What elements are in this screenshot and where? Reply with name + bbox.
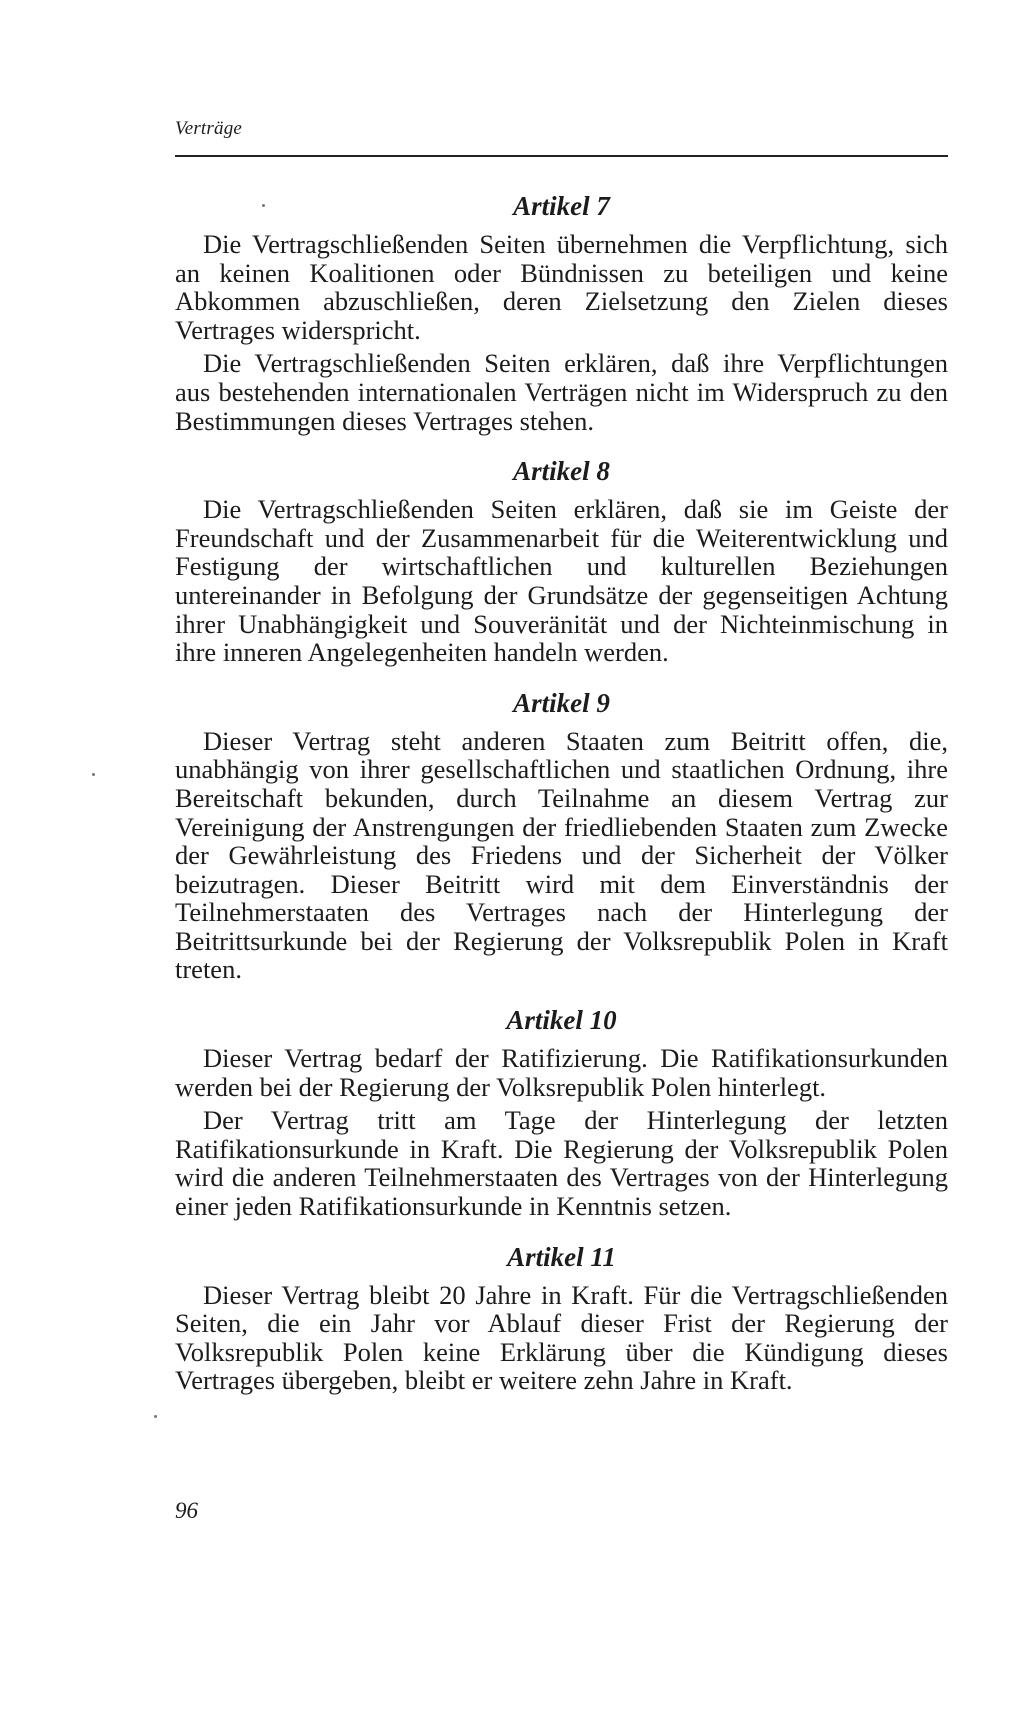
print-speck [262, 204, 265, 207]
article-11 [175, 1239, 948, 1395]
article-title: Artikel 9 [513, 687, 610, 718]
page-number: 96 [175, 1498, 198, 1523]
article-7 [175, 188, 948, 435]
article-title: Artikel 10 [506, 1005, 617, 1036]
header-rule [175, 155, 948, 157]
article-paragraph: Die Vertragschließenden Seiten erklären, daß sie im Geiste der Freundschaft und der Zusammenarbeit für die Weiterentwicklung und Festigung der wirtschaftlichen und kulturellen Beziehungen untereinander in Befolgung der Grundsätze der gegenseitigen Achtung ihrer Unabhängigkeit und Souveränität und der Nichteinmischung in ihre inneren Angelegenheiten handeln werden. [175, 494, 948, 668]
article-9 [175, 685, 948, 984]
article-8 [175, 453, 948, 667]
article-title: Artikel 11 [507, 1241, 616, 1272]
document-body [175, 188, 948, 1413]
article-paragraph: Dieser Vertrag bleibt 20 Jahre in Kraft. Für die Vertragschließenden Seiten, die ein Jahr vor Ablauf dieser Frist der Regierung der Volksrepublik Polen keine Erklärung über die Kündigung dieses Vertrages übergeben, bleibt er weitere zehn Jahre in Kraft. [175, 1279, 948, 1396]
print-speck [92, 773, 95, 776]
article-10 [175, 1002, 948, 1221]
article-paragraph: Der Vertrag tritt am Tage der Hinterlegung der letzten Ratifikationsurkunde in Kraft. Die Regierung der Volksrepublik Polen wird die anderen Teilnehmerstaaten des Vertrages von der Hinterlegung einer jeden Ratifikationsurkunde in Kenntnis setzen. [175, 1105, 948, 1222]
print-speck [154, 1415, 157, 1418]
article-paragraph: Die Vertragschließenden Seiten übernehmen die Verpflichtung, sich an keinen Koalitionen oder Bündnissen zu beteiligen und keine Abkommen abzuschließen, deren Zielsetzung den Zielen dieses Vertrages widerspricht. [175, 229, 948, 345]
article-title: Artikel 7 [513, 191, 610, 221]
article-paragraph: Dieser Vertrag steht anderen Staaten zum Beitritt offen, die, unabhängig von ihrer gesellschaftlichen und staatlichen Ordnung, ihre Bereitschaft bekunden, durch Teilnahme an diesem Vertrag zur Vereinigung der Anstrengungen der friedliebenden Staaten zum Zwecke der Gewährleistung des Friedens und der Sicherheit der Völker beizutragen. Dieser Beitritt wird mit dem Einverständnis der Teilnehmerstaaten des Vertrages nach der Hinterlegung der Beitrittsurkunde bei der Regierung der Volksrepublik Polen in Kraft treten. [175, 725, 948, 985]
article-title: Artikel 8 [513, 456, 610, 487]
article-paragraph: Dieser Vertrag bedarf der Ratifizierung. Die Ratifikationsurkunden werden bei der Regierung der Volksrepublik Polen hinterlegt. [175, 1043, 948, 1102]
running-head: Verträge [175, 118, 243, 139]
article-paragraph: Die Vertragschließenden Seiten erklären, daß ihre Verpflichtungen aus bestehenden internationalen Verträgen nicht im Widerspruch zu den Bestimmungen dieses Vertrages stehen. [175, 348, 948, 436]
